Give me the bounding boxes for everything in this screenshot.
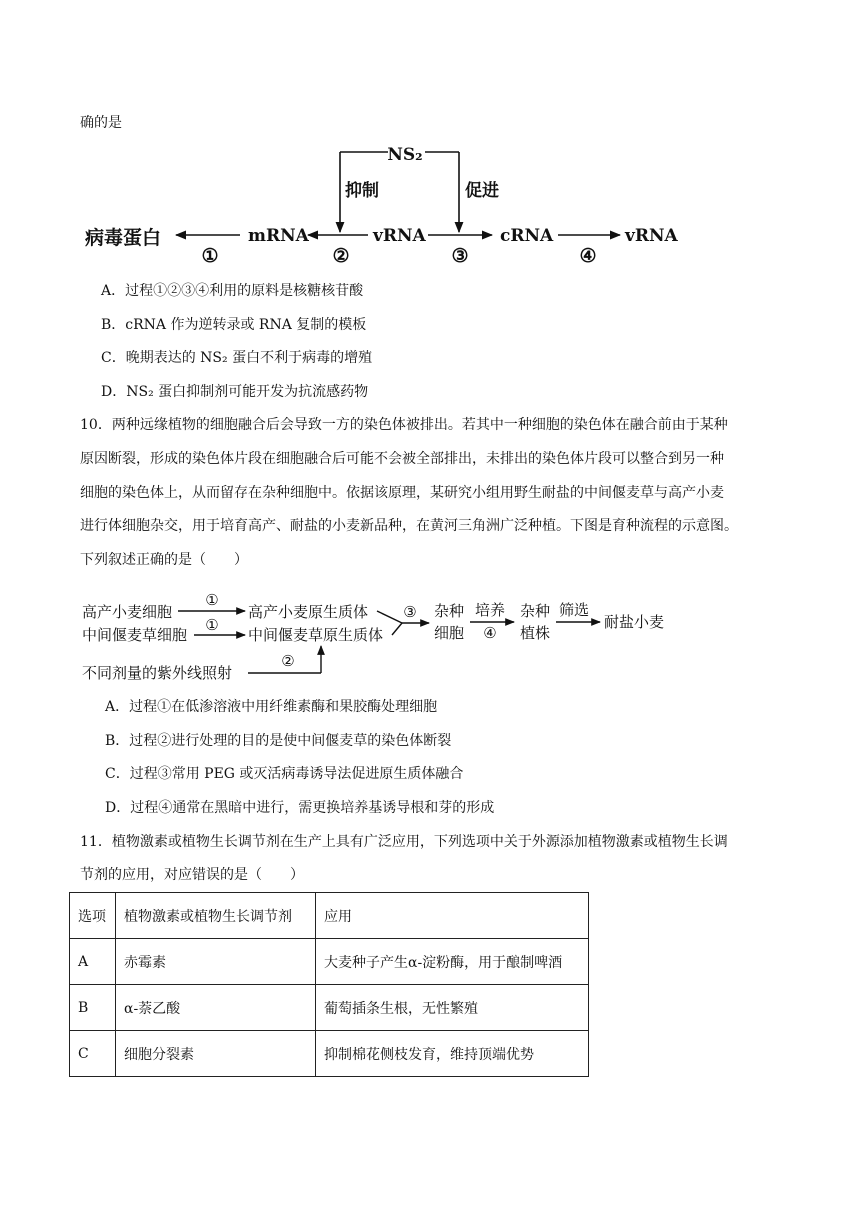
header-option: 选项 xyxy=(70,893,116,939)
table-row xyxy=(70,1031,589,1077)
node-vrna-final: vRNA xyxy=(625,226,678,246)
cell-application: 大麦种子产生α-淀粉酶，用于酿制啤酒 xyxy=(316,939,589,985)
cell-wheat: 高产小麦细胞 xyxy=(82,603,173,621)
q10-option-a: A．过程①在低渗溶液中用纤维素酶和果胶酶处理细胞 xyxy=(105,699,438,715)
cell-wheatgrass: 中间偃麦草细胞 xyxy=(82,626,188,644)
hybrid-cell-line1: 杂种 xyxy=(434,602,465,620)
intro-fragment: 确的是 xyxy=(80,115,122,131)
inhibit-label: 抑制 xyxy=(345,181,379,201)
s3: ③ xyxy=(403,603,417,621)
merge-bottom xyxy=(392,623,402,635)
cell-option: A xyxy=(70,939,116,985)
result-label: 耐盐小麦 xyxy=(604,613,665,631)
cell-hormone: α-萘乙酸 xyxy=(116,985,316,1031)
table-header-row xyxy=(70,893,589,939)
ns2-label: NS₂ xyxy=(387,145,423,165)
proto-wheat: 高产小麦原生质体 xyxy=(248,603,369,621)
q9-option-d: D．NS₂ 蛋白抑制剂可能开发为抗流感药物 xyxy=(101,384,369,400)
hybrid-plant-line1: 杂种 xyxy=(520,602,551,620)
q10-line-5: 下列叙述正确的是（ ） xyxy=(80,552,248,568)
table-row xyxy=(70,985,589,1031)
q11-table xyxy=(69,892,589,1077)
header-application: 应用 xyxy=(316,893,589,939)
s2: ② xyxy=(281,652,295,670)
q11-line-2: 节剂的应用，对应错误的是（ ） xyxy=(80,867,304,883)
promote-label: 促进 xyxy=(465,181,499,201)
q9-option-a: A．过程①②③④利用的原料是核糖核苷酸 xyxy=(101,283,364,299)
node-viral-protein: 病毒蛋白 xyxy=(85,227,162,249)
culture-label: 培养 xyxy=(474,601,506,619)
cell-application: 葡萄插条生根，无性繁殖 xyxy=(316,985,589,1031)
table-row xyxy=(70,939,589,985)
proto-wheatgrass: 中间偃麦草原生质体 xyxy=(248,626,384,644)
q10-option-b: B．过程②进行处理的目的是使中间偃麦草的染色体断裂 xyxy=(105,733,452,749)
cell-application: 抑制棉花侧枝发育，维持顶端优势 xyxy=(316,1031,589,1077)
s4: ④ xyxy=(483,624,497,642)
cell-option: C xyxy=(70,1031,116,1077)
s1-bottom: ① xyxy=(205,616,219,634)
q10-line-4: 进行体细胞杂交，用于培育高产、耐盐的小麦新品种，在黄河三角洲广泛种植。下图是育种流程的示意图。 xyxy=(80,518,738,534)
q10-option-c: C．过程③常用 PEG 或灭活病毒诱导法促进原生质体融合 xyxy=(105,766,464,782)
q9-option-c: C．晚期表达的 NS₂ 蛋白不利于病毒的增殖 xyxy=(101,350,373,366)
q10-line-2: 原因断裂，形成的染色体片段在细胞融合后可能不会被全部排出，未排出的染色体片段可以整合到另一种 xyxy=(80,451,724,467)
merge-top xyxy=(377,611,402,623)
node-mrna: mRNA xyxy=(248,226,309,246)
q9-option-b: B．cRNA 作为逆转录或 RNA 复制的模板 xyxy=(101,317,367,333)
cell-hormone: 细胞分裂素 xyxy=(116,1031,316,1077)
q11-line-1: 11．植物激素或植物生长调节剂在生产上具有广泛应用，下列选项中关于外源添加植物激素或植物生长调 xyxy=(80,834,728,850)
step-3: ③ xyxy=(451,245,469,267)
breeding-flow-diagram xyxy=(80,590,680,690)
step-4: ④ xyxy=(579,245,597,267)
node-crna: cRNA xyxy=(500,226,554,246)
cell-hormone: 赤霉素 xyxy=(116,939,316,985)
q10-option-d: D．过程④通常在黑暗中进行，需更换培养基诱导根和芽的形成 xyxy=(105,800,495,816)
step-2: ② xyxy=(332,245,350,267)
uv-label: 不同剂量的紫外线照射 xyxy=(82,664,233,682)
hybrid-cell-line2: 细胞 xyxy=(434,624,465,642)
screen-label: 筛选 xyxy=(558,601,590,619)
s1-top: ① xyxy=(205,591,219,609)
cell-option: B xyxy=(70,985,116,1031)
node-vrna: vRNA xyxy=(373,226,426,246)
q10-line-1: 10．两种远缘植物的细胞融合后会导致一方的染色体被排出。若其中一种细胞的染色体在融合前由于某种 xyxy=(80,417,728,433)
viral-rna-diagram xyxy=(80,138,700,268)
step-1: ① xyxy=(201,245,219,267)
hybrid-plant-line2: 植株 xyxy=(520,624,551,642)
q10-line-3: 细胞的染色体上，从而留存在杂种细胞中。依据该原理，某研究小组用野生耐盐的中间偃麦草与高产小麦 xyxy=(80,485,724,501)
header-hormone: 植物激素或植物生长调节剂 xyxy=(116,893,316,939)
